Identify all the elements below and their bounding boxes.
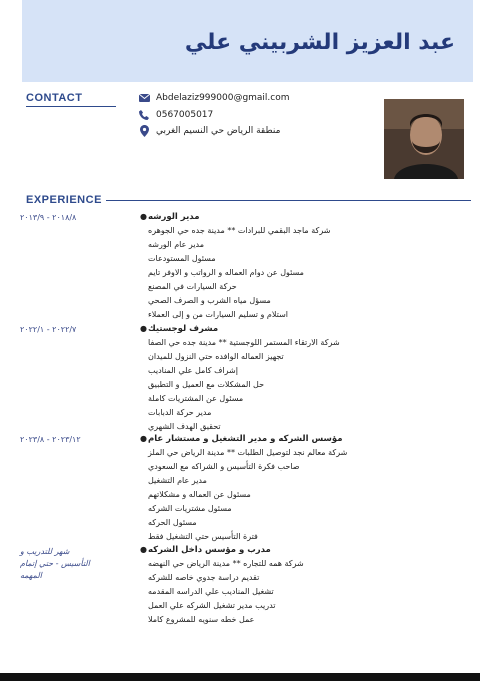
job-line: حل المشكلات مع العميل و التطبيق bbox=[148, 380, 265, 389]
job-title: مدير الورشه bbox=[148, 212, 200, 222]
header-banner bbox=[22, 0, 473, 82]
job-line: تجهيز العماله الوافده حتي النزول للميدان bbox=[148, 352, 284, 361]
job-line: تدريب مدير تشغيل الشركه علي العمل bbox=[148, 601, 276, 610]
experience-rule bbox=[106, 200, 471, 201]
email-row[interactable] bbox=[138, 93, 290, 103]
job-line: مدير عام التشغيل bbox=[148, 476, 207, 485]
job-line: مدير عام الورشه bbox=[148, 240, 205, 249]
job-line: استلام و تسليم السيارات من و إلى العملاء bbox=[148, 310, 288, 319]
job-line: شركة همه للتجاره ** مدينة الرياض حي النهضه bbox=[148, 559, 304, 568]
experience-heading: EXPERIENCE bbox=[26, 194, 102, 206]
job-line: تشغيل المناديب علي الدراسه المقدمه bbox=[148, 587, 274, 596]
job-line: مسؤل مياه الشرب و الصرف الصحي bbox=[148, 296, 271, 305]
job-line: تقديم دراسة جدوي خاصه للشركه bbox=[148, 573, 260, 582]
job-line: شركة معالم نجد لتوصيل الطلبات ** مدينة الرياض حي الملز bbox=[148, 448, 348, 457]
envelope-icon bbox=[138, 94, 150, 102]
bullet-icon: ● bbox=[140, 545, 147, 554]
job-line: حركة السيارات في المصنع bbox=[148, 282, 237, 291]
job-line: مسئول الحركه bbox=[148, 518, 197, 527]
job-line: عمل خطه سنويه للمشروع كاملا bbox=[148, 615, 255, 624]
job-line: مسئول المستودعات bbox=[148, 254, 216, 263]
job-line: مسئول عن دوام العماله و الرواتب و الاوفر تايم bbox=[148, 268, 304, 277]
bottom-bar bbox=[0, 673, 480, 681]
job-line: إشراف كامل علي المناديب bbox=[148, 366, 238, 375]
job-date: ٢٠٢٢/٧ - ٢٠٢٢/١ bbox=[20, 325, 77, 334]
location-pin-icon bbox=[138, 125, 150, 137]
person-name: عبد العزيز الشربيني علي bbox=[184, 30, 455, 55]
job-line: مسئول مشتريات الشركه bbox=[148, 504, 232, 513]
job-line: شركة الارتقاء المستمر اللوجستية ** مدينة جده حي الصفا bbox=[148, 338, 340, 347]
email-text[interactable]: Abdelaziz999000@gmail.com bbox=[156, 93, 290, 103]
phone-row[interactable] bbox=[138, 110, 213, 120]
phone-text[interactable]: 0567005017 bbox=[156, 110, 214, 120]
job-line: مسئول عن المشتريات كاملة bbox=[148, 394, 244, 403]
job-line: تحقيق الهدف الشهري bbox=[148, 422, 221, 431]
job-line: مدير حركة الدبابات bbox=[148, 408, 212, 417]
contact-rule bbox=[26, 106, 116, 107]
job-title: مدرب و مؤسس داخل الشركه bbox=[148, 545, 271, 555]
job-date: ٢٠٢٣/١٢ - ٢٠٢٣/٨ bbox=[20, 435, 81, 444]
job-line: شركة ماجد البقمي للبرادات ** مدينة جده حي الجوهره bbox=[148, 226, 331, 235]
job-title: مشرف لوجستيك bbox=[148, 324, 219, 334]
contact-heading: CONTACT bbox=[26, 92, 83, 104]
job-date: شهر للتدريب و التأسيس - حتي إتمام المهمه bbox=[20, 547, 90, 580]
job-line: صاحب فكرة التأسيس و الشراكه مع السعودي bbox=[148, 462, 300, 471]
phone-icon bbox=[138, 110, 150, 120]
job-line: مسئول عن العماله و مشكلاتهم bbox=[148, 490, 251, 499]
address-row bbox=[138, 125, 280, 137]
job-line: فترة التأسيس حتي التشغيل فقط bbox=[148, 532, 258, 541]
job-title: مؤسس الشركه و مدير التشغيل و مستشار عام bbox=[148, 434, 343, 444]
bullet-icon: ● bbox=[140, 434, 147, 443]
bullet-icon: ● bbox=[140, 324, 147, 333]
bullet-icon: ● bbox=[140, 212, 147, 221]
job-date: ٢٠١٨/٨ - ٢٠١٣/٩ bbox=[20, 213, 77, 222]
profile-photo bbox=[384, 99, 464, 179]
address-text: منطقة الرياض حي النسيم الغربي bbox=[156, 126, 281, 136]
